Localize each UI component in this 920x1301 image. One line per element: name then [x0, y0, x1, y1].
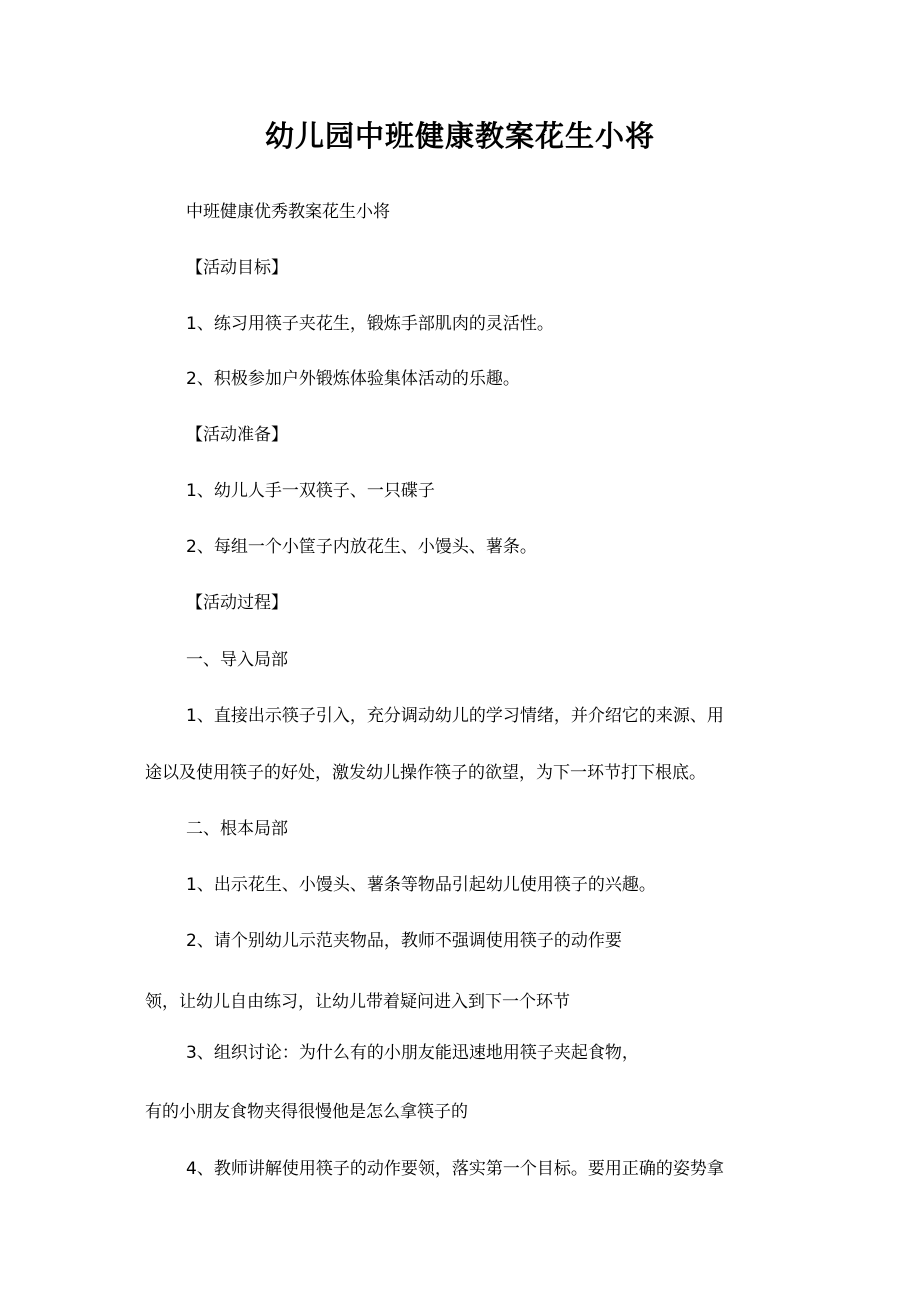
prep-item-2: 2、每组一个小筐子内放花生、小馒头、薯条。 [186, 537, 537, 557]
main-item-3-line-2: 有的小朋友食物夹得很慢他是怎么拿筷子的 [145, 1102, 468, 1122]
intro-item-1-line-1: 1、直接出示筷子引入，充分调动幼儿的学习情绪，并介绍它的来源、用 [186, 706, 724, 726]
goal-item-1: 1、练习用筷子夹花生，锻炼手部肌肉的灵活性。 [186, 314, 554, 334]
intro-item-1-line-2: 途以及使用筷子的好处，激发幼儿操作筷子的欲望，为下一环节打下根底。 [145, 763, 706, 783]
section-heading-goals: 【活动目标】 [186, 258, 288, 278]
main-item-1: 1、出示花生、小馒头、薯条等物品引起幼儿使用筷子的兴趣。 [186, 875, 656, 895]
main-item-2-line-2: 领，让幼儿自由练习，让幼儿带着疑问进入到下一个环节 [145, 992, 570, 1012]
subsection-heading-main: 二、根本局部 [186, 819, 288, 839]
main-item-3-line-1: 3、组织讨论：为什么有的小朋友能迅速地用筷子夹起食物， [186, 1043, 639, 1063]
subsection-heading-intro: 一、导入局部 [186, 650, 288, 670]
prep-item-1: 1、幼儿人手一双筷子、一只碟子 [186, 481, 435, 501]
main-item-4-line-1: 4、教师讲解使用筷子的动作要领，落实第一个目标。要用正确的姿势拿 [186, 1159, 724, 1179]
main-item-2-line-1: 2、请个别幼儿示范夹物品，教师不强调使用筷子的动作要 [186, 931, 622, 951]
subtitle: 中班健康优秀教案花生小将 [186, 202, 390, 222]
goal-item-2: 2、积极参加户外锻炼体验集体活动的乐趣。 [186, 369, 520, 389]
document-title: 幼儿园中班健康教案花生小将 [264, 119, 655, 153]
section-heading-prep: 【活动准备】 [186, 425, 288, 445]
section-heading-process: 【活动过程】 [186, 593, 288, 613]
